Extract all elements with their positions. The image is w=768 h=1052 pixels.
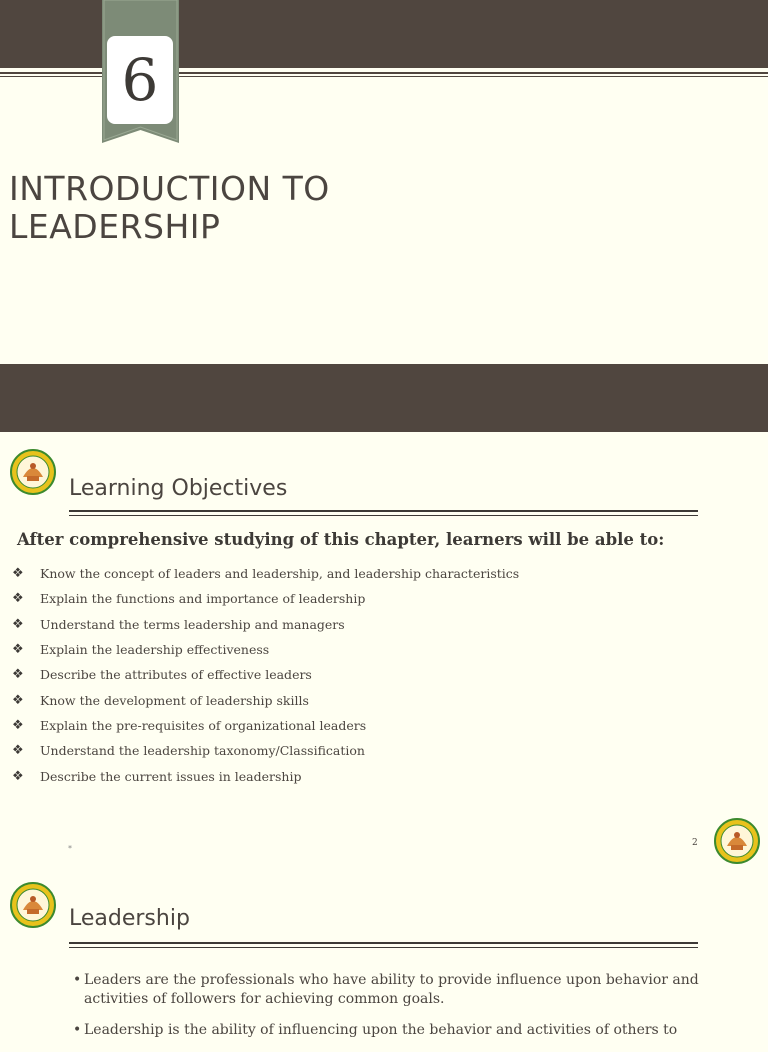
chapter-number-box	[105, 34, 175, 126]
leadership-slide	[0, 864, 768, 1038]
objective-item	[12, 738, 519, 763]
bullet-icon: •	[73, 972, 82, 988]
diamond-bullet-icon: ❖	[12, 743, 24, 759]
objective-item	[12, 561, 519, 586]
objective-text: Describe the current issues in leadership	[40, 768, 302, 784]
objectives-intro: After comprehensive studying of this chapter, learners will be able to:	[17, 530, 665, 549]
diamond-bullet-icon: ❖	[12, 717, 24, 733]
page-number: 2	[692, 838, 698, 848]
bullet-icon: •	[73, 1022, 82, 1038]
chapter-title-slide	[0, 0, 768, 432]
chapter-title-line1: INTRODUCTION TO	[9, 169, 330, 208]
chapter-title	[9, 170, 429, 246]
slide-heading: Learning Objectives	[69, 476, 288, 501]
objective-item	[12, 713, 519, 738]
leadership-points	[73, 971, 703, 1052]
objective-item	[12, 612, 519, 637]
leadership-point	[73, 1021, 703, 1040]
objective-text: Explain the functions and importance of leadership	[40, 591, 366, 607]
leadership-point	[73, 971, 703, 1009]
objective-item	[12, 763, 519, 788]
objectives-list	[12, 561, 519, 789]
diamond-bullet-icon: ❖	[12, 642, 24, 658]
institution-logo-icon	[10, 882, 56, 928]
diamond-bullet-icon: ❖	[12, 667, 24, 683]
institution-logo-icon	[714, 818, 760, 864]
objective-text: Know the development of leadership skills	[40, 692, 309, 708]
objective-item	[12, 637, 519, 662]
institution-logo-icon	[10, 449, 56, 495]
diamond-bullet-icon: ❖	[12, 616, 24, 632]
heading-rule-thin	[69, 515, 698, 516]
objective-text: Describe the attributes of effective leaders	[40, 667, 312, 683]
objective-item	[12, 687, 519, 712]
objective-text: Know the concept of leaders and leadership, and leadership characteristics	[40, 566, 520, 582]
diamond-bullet-icon: ❖	[12, 591, 24, 607]
objective-text: Understand the leadership taxonomy/Classification	[40, 743, 365, 759]
diamond-bullet-icon: ❖	[12, 566, 24, 582]
heading-rule-thin	[69, 947, 698, 948]
objective-text: Understand the terms leadership and managers	[40, 616, 345, 632]
chapter-number: 6	[121, 46, 159, 114]
leadership-point-text: Leadership is the ability of influencing upon the behavior and activities of others to	[84, 1022, 678, 1038]
bottom-banner	[0, 364, 768, 432]
diamond-bullet-icon: ❖	[12, 692, 24, 708]
objective-text: Explain the leadership effectiveness	[40, 642, 270, 658]
heading-rule	[69, 510, 698, 512]
slide-heading: Leadership	[69, 906, 190, 931]
objective-text: Explain the pre-requisites of organizational leaders	[40, 717, 367, 733]
diamond-bullet-icon: ❖	[12, 768, 24, 784]
leadership-point-text: Leaders are the professionals who have ability to provide influence upon behavior and activities of followers for achieving common goals.	[84, 972, 699, 1007]
objective-item	[12, 586, 519, 611]
footer-mark: *	[68, 844, 72, 853]
heading-rule	[69, 942, 698, 944]
objective-item	[12, 662, 519, 687]
chapter-title-line2: LEADERSHIP	[9, 207, 221, 246]
learning-objectives-slide	[0, 432, 768, 864]
